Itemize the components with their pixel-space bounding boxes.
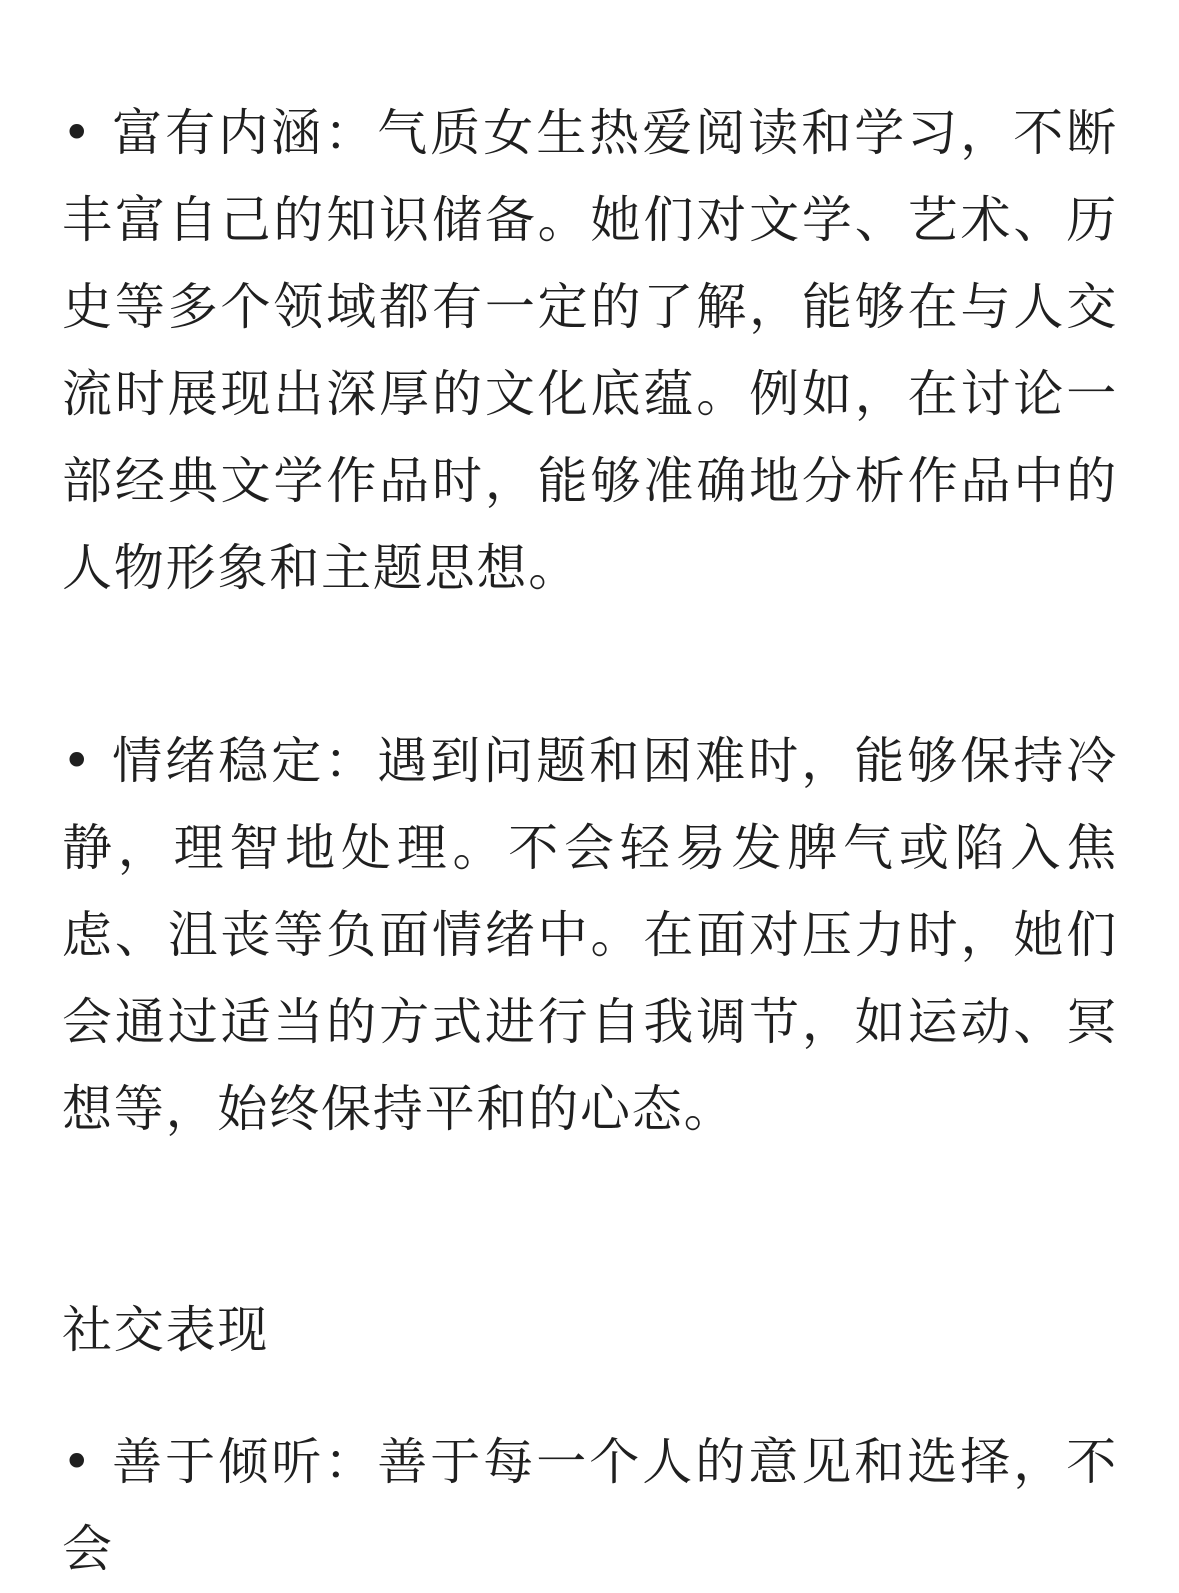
section-heading-social-performance: 社交表现 <box>62 1301 270 1359</box>
article-body <box>62 90 1118 1593</box>
paragraph-partial-cutoff: • 善于倾听：善于每一个人的意见和选择，不会 <box>62 1433 1118 1578</box>
paragraph-rich-connotation: • 富有内涵：气质女生热爱阅读和学习，不断丰富自己的知识储备。她们对文学、艺术、历史等多个领域都有一定的了解，能够在与人交流时展现出深厚的文化底蕴。例如，在讨论一部经典文学作品时，能够准确地分析作品中的人物形象和主题思想。 <box>62 104 1118 597</box>
paragraph-emotional-stability: • 情绪稳定：遇到问题和困难时，能够保持冷静，理智地处理。不会轻易发脾气或陷入焦虑、沮丧等负面情绪中。在面对压力时，她们会通过适当的方式进行自我调节，如运动、冥想等，始终保持平和的心态。 <box>62 732 1118 1138</box>
